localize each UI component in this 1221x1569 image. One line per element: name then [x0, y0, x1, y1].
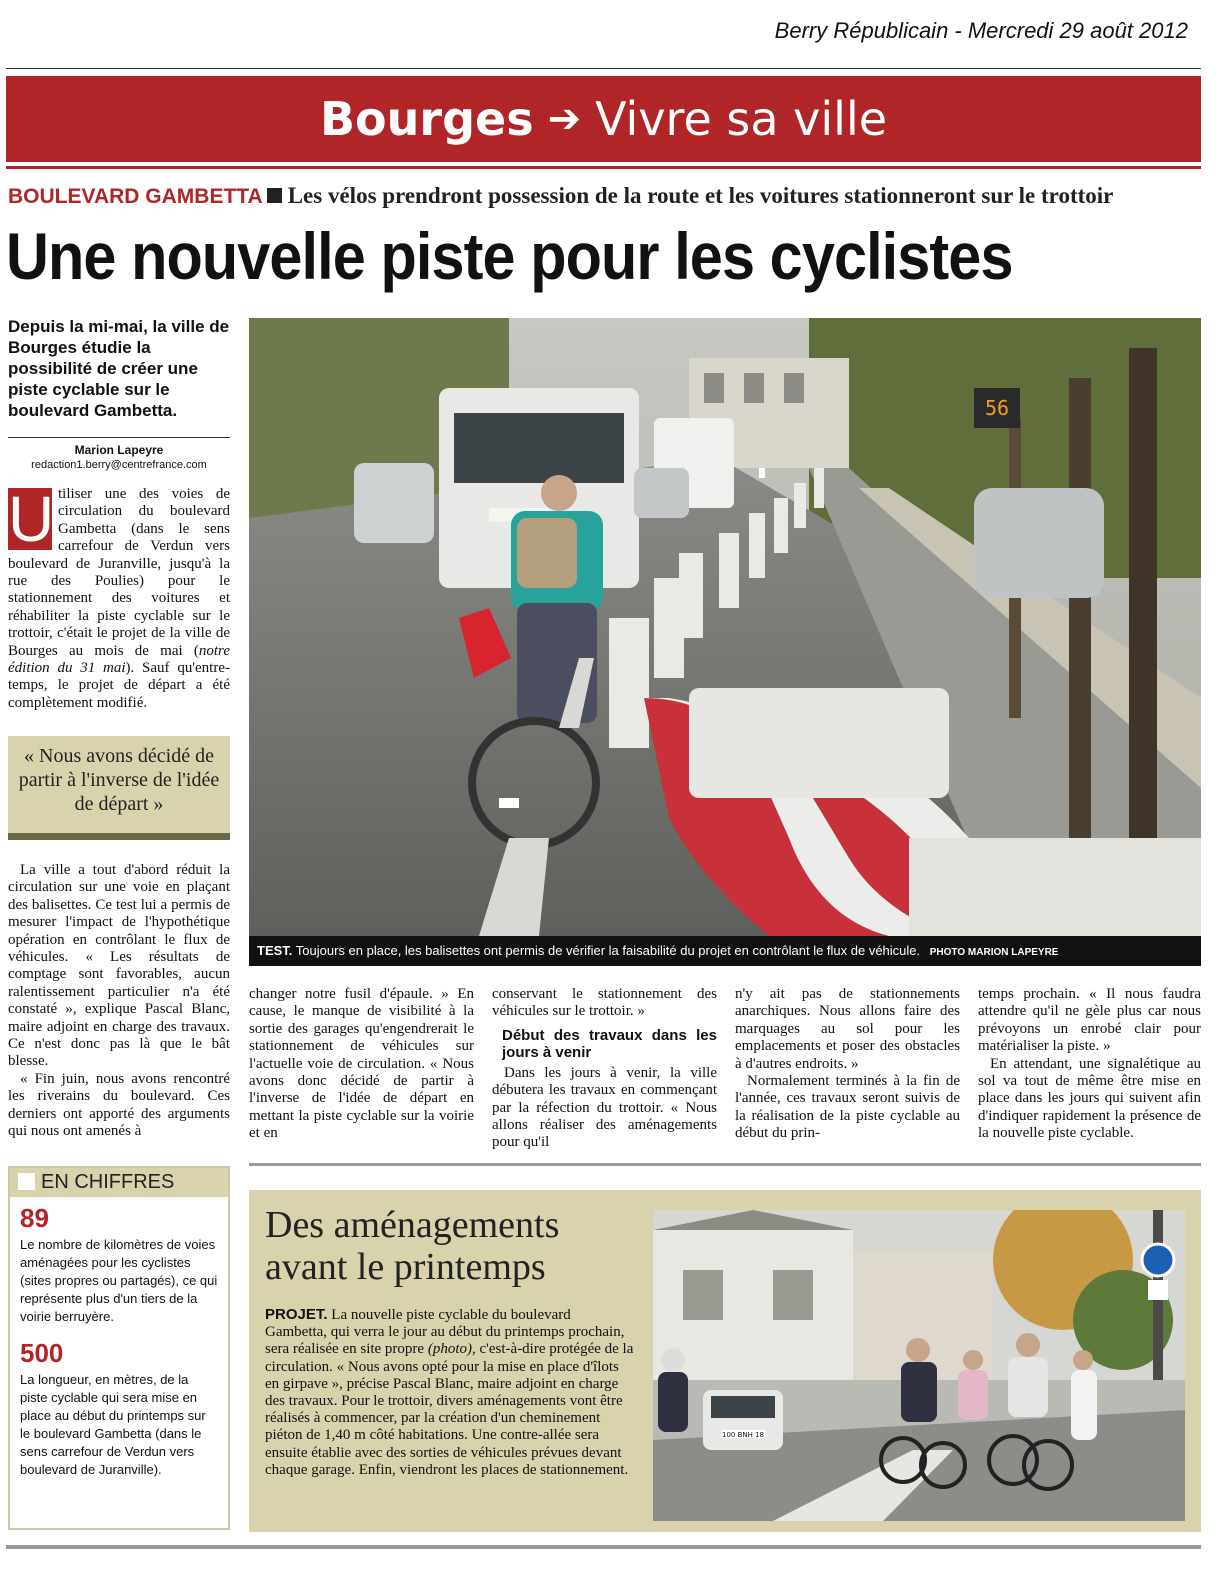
square-bullet-icon [18, 1173, 35, 1190]
column-d-p2: Normalement terminés à la fin de l'année, ces travaux seront suivis de la réalisation de la piste cyclable au début du prin- [735, 1073, 960, 1142]
column-c-p2: Dans les jours à venir, la ville débutera les travaux en commençant par la réfection du trottoir. « Nous allons réaliser des aménagements pour qu'il [492, 1064, 717, 1151]
figure-number: 89 [20, 1203, 49, 1233]
dropcap: U [8, 483, 55, 555]
column-a-p2: « Fin juin, nous avons rencontré les riverains du boulevard. Ces derniers ont apporté des arguments qui nous ont amenés à [8, 1070, 230, 1140]
author-email[interactable]: redaction1.berry@centrefrance.com [31, 459, 207, 471]
banner-section: Vivre sa ville [595, 92, 888, 146]
headline: Une nouvelle piste pour les cyclistes [6, 219, 1013, 293]
photo-caption [249, 936, 1201, 966]
banner-rule [6, 166, 1201, 169]
car-plate: 100 BNH 18 [721, 1431, 765, 1439]
speed-sign-value: 56 [984, 396, 1010, 420]
figure-description: La longueur, en mètres, de la piste cyclable qui sera mise en place au début du printemps sur le boulevard Gambetta (dans le sens carrefour de Verdun vers boulevard de Juranville). [20, 1372, 206, 1477]
column-d [735, 986, 960, 1143]
pull-quote [8, 736, 230, 840]
main-photo [249, 318, 1201, 936]
cyclists-photo-illustration [653, 1210, 1185, 1521]
figure-number: 500 [20, 1338, 64, 1368]
pull-quote-text: « Nous avons décidé de partir à l'inverse de l'idée de départ » [18, 745, 220, 815]
masthead-rule [6, 68, 1201, 69]
bottom-rule [6, 1545, 1201, 1549]
section-rule [249, 1163, 1201, 1166]
project-box [249, 1190, 1201, 1532]
column-a [8, 862, 230, 1141]
column-a-p1: La ville a tout d'abord réduit la circulation sur une voie en plaçant des balisettes. Ce test lui a permis de mesurer l'impact de l'hypothétique opération en contrôlant le flux de véhicules. « Les résultats de comptage sont favorables, aucun ralentissement particulier n'a été constaté », explique Pascal Blanc, maire adjoint en charge des travaux. Ce n'est donc pas là que le bât blesse. [8, 862, 230, 1070]
section-banner [6, 76, 1201, 162]
project-box-title: Des aménagements avant le printemps [265, 1204, 560, 1288]
column-b-p1: changer notre fusil d'épaule. » En cause, le manque de visibilité à la sortie des garages qu'engendrerait le stationnement de véhicules sur l'actuelle voie de circulation. « Nous avons donc décidé de partir à l'inverse de l'idée de départ en mettant la piste cyclable sur la voirie et en [249, 986, 474, 1142]
project-italic: (photo) [427, 1341, 473, 1358]
photo-credit: PHOTO MARION LAPEYRE [929, 947, 1059, 958]
column-b [249, 986, 474, 1143]
caption-tag: TEST. [257, 943, 293, 958]
kicker-topic: BOULEVARD GAMBETTA [8, 185, 263, 208]
figure-description: Le nombre de kilomètres de voies aménagées pour les cyclistes (sites propres ou partagés), ce qui représente plus d'un tiers de la voirie berruyère. [20, 1237, 218, 1324]
project-box-text [265, 1306, 635, 1479]
masthead: Berry Républicain - Mercredi 29 août 2012 [774, 18, 1188, 43]
figures-title: EN CHIFFRES [41, 1171, 175, 1193]
column-e-p2: En attendant, une signalétique au sol va tout de même être mise en place dans les jours qui suivent afin d'indiquer rapidement la présence de la nouvelle piste cyclable. [978, 1055, 1201, 1142]
pull-quote-bar [8, 833, 230, 840]
banner-arrow-icon: ➔ [547, 96, 582, 142]
author-rule [8, 437, 230, 438]
lead-text-1: tiliser une des voies de circulation du boulevard Gambetta (dans le sens carrefour de Verdun vers boulevard de Juranville, jusqu'à la rue des Poulies) pour le stationnement des voitures et réhabiliter la piste cyclable sur le trottoir, c'était le projet de la ville de Bourges au mois de mai ( [8, 486, 230, 659]
cyclist-photo-illustration [249, 318, 1201, 936]
subhead: Début des travaux dans les jours à venir [502, 1026, 717, 1061]
column-c [492, 986, 717, 1152]
figures-box [8, 1166, 230, 1530]
banner-city: Bourges [319, 92, 534, 146]
project-photo [653, 1210, 1185, 1521]
column-c-p1: conservant le stationnement des véhicules sur le trottoir. » [492, 986, 717, 1020]
project-text-1: La nouvelle piste cyclable du boulevard Gambetta, qui verra le jour au début du printemps prochain, sera réalisée en site propre [265, 1307, 625, 1358]
chapeau: Depuis la mi-mai, la ville de Bourges étudie la possibilité de créer une piste cyclable sur le boulevard Gambetta. [8, 317, 230, 420]
lead-italic: notre édition du 31 mai [8, 642, 230, 677]
lead-paragraph [8, 483, 230, 712]
figures-header [10, 1168, 228, 1197]
caption-text: Toujours en place, les balisettes ont permis de vérifier la faisabilité du projet en contrôlant le flux de véhicule. [295, 943, 921, 958]
kicker-text: Les vélos prendront possession de la route et les voitures stationneront sur le trottoir [287, 183, 1114, 208]
column-e-p1: temps prochain. « Il nous faudra attendre qu'il ne gèle plus car nous prévoyons un enrobé clair pour matérialiser la piste. » [978, 986, 1201, 1055]
project-tag: PROJET. [265, 1306, 328, 1323]
square-bullet-icon [267, 188, 282, 203]
kicker [8, 183, 1208, 209]
column-d-p1: n'y ait pas de stationnements anarchiques. Nous allons faire des marquages au sol pour les emplacements et poser des obstacles à d'autres endroits. » [735, 986, 960, 1072]
project-text-2: , c'est-à-dire protégée de la circulation. « Nous avons opté pour la mise en place d'îlots en girpave », précise Pascal Blanc, maire adjoint en charge des travaux. Pour le trottoir, divers aménagements vont être réalisés à commencer, par la création d'un cheminement piéton de 1,40 m côté habitations. Une contre-allée sera ensuite établie avec des sorties de véhicules prévues devant chaque garage. Enfin, viendront les places de stationnement. [265, 1341, 634, 1478]
column-e [978, 986, 1201, 1143]
author-name: Marion Lapeyre [74, 443, 164, 457]
lead-text-2: ). Sauf qu'entre-temps, le projet de départ a été complètement modifié. [8, 660, 230, 711]
